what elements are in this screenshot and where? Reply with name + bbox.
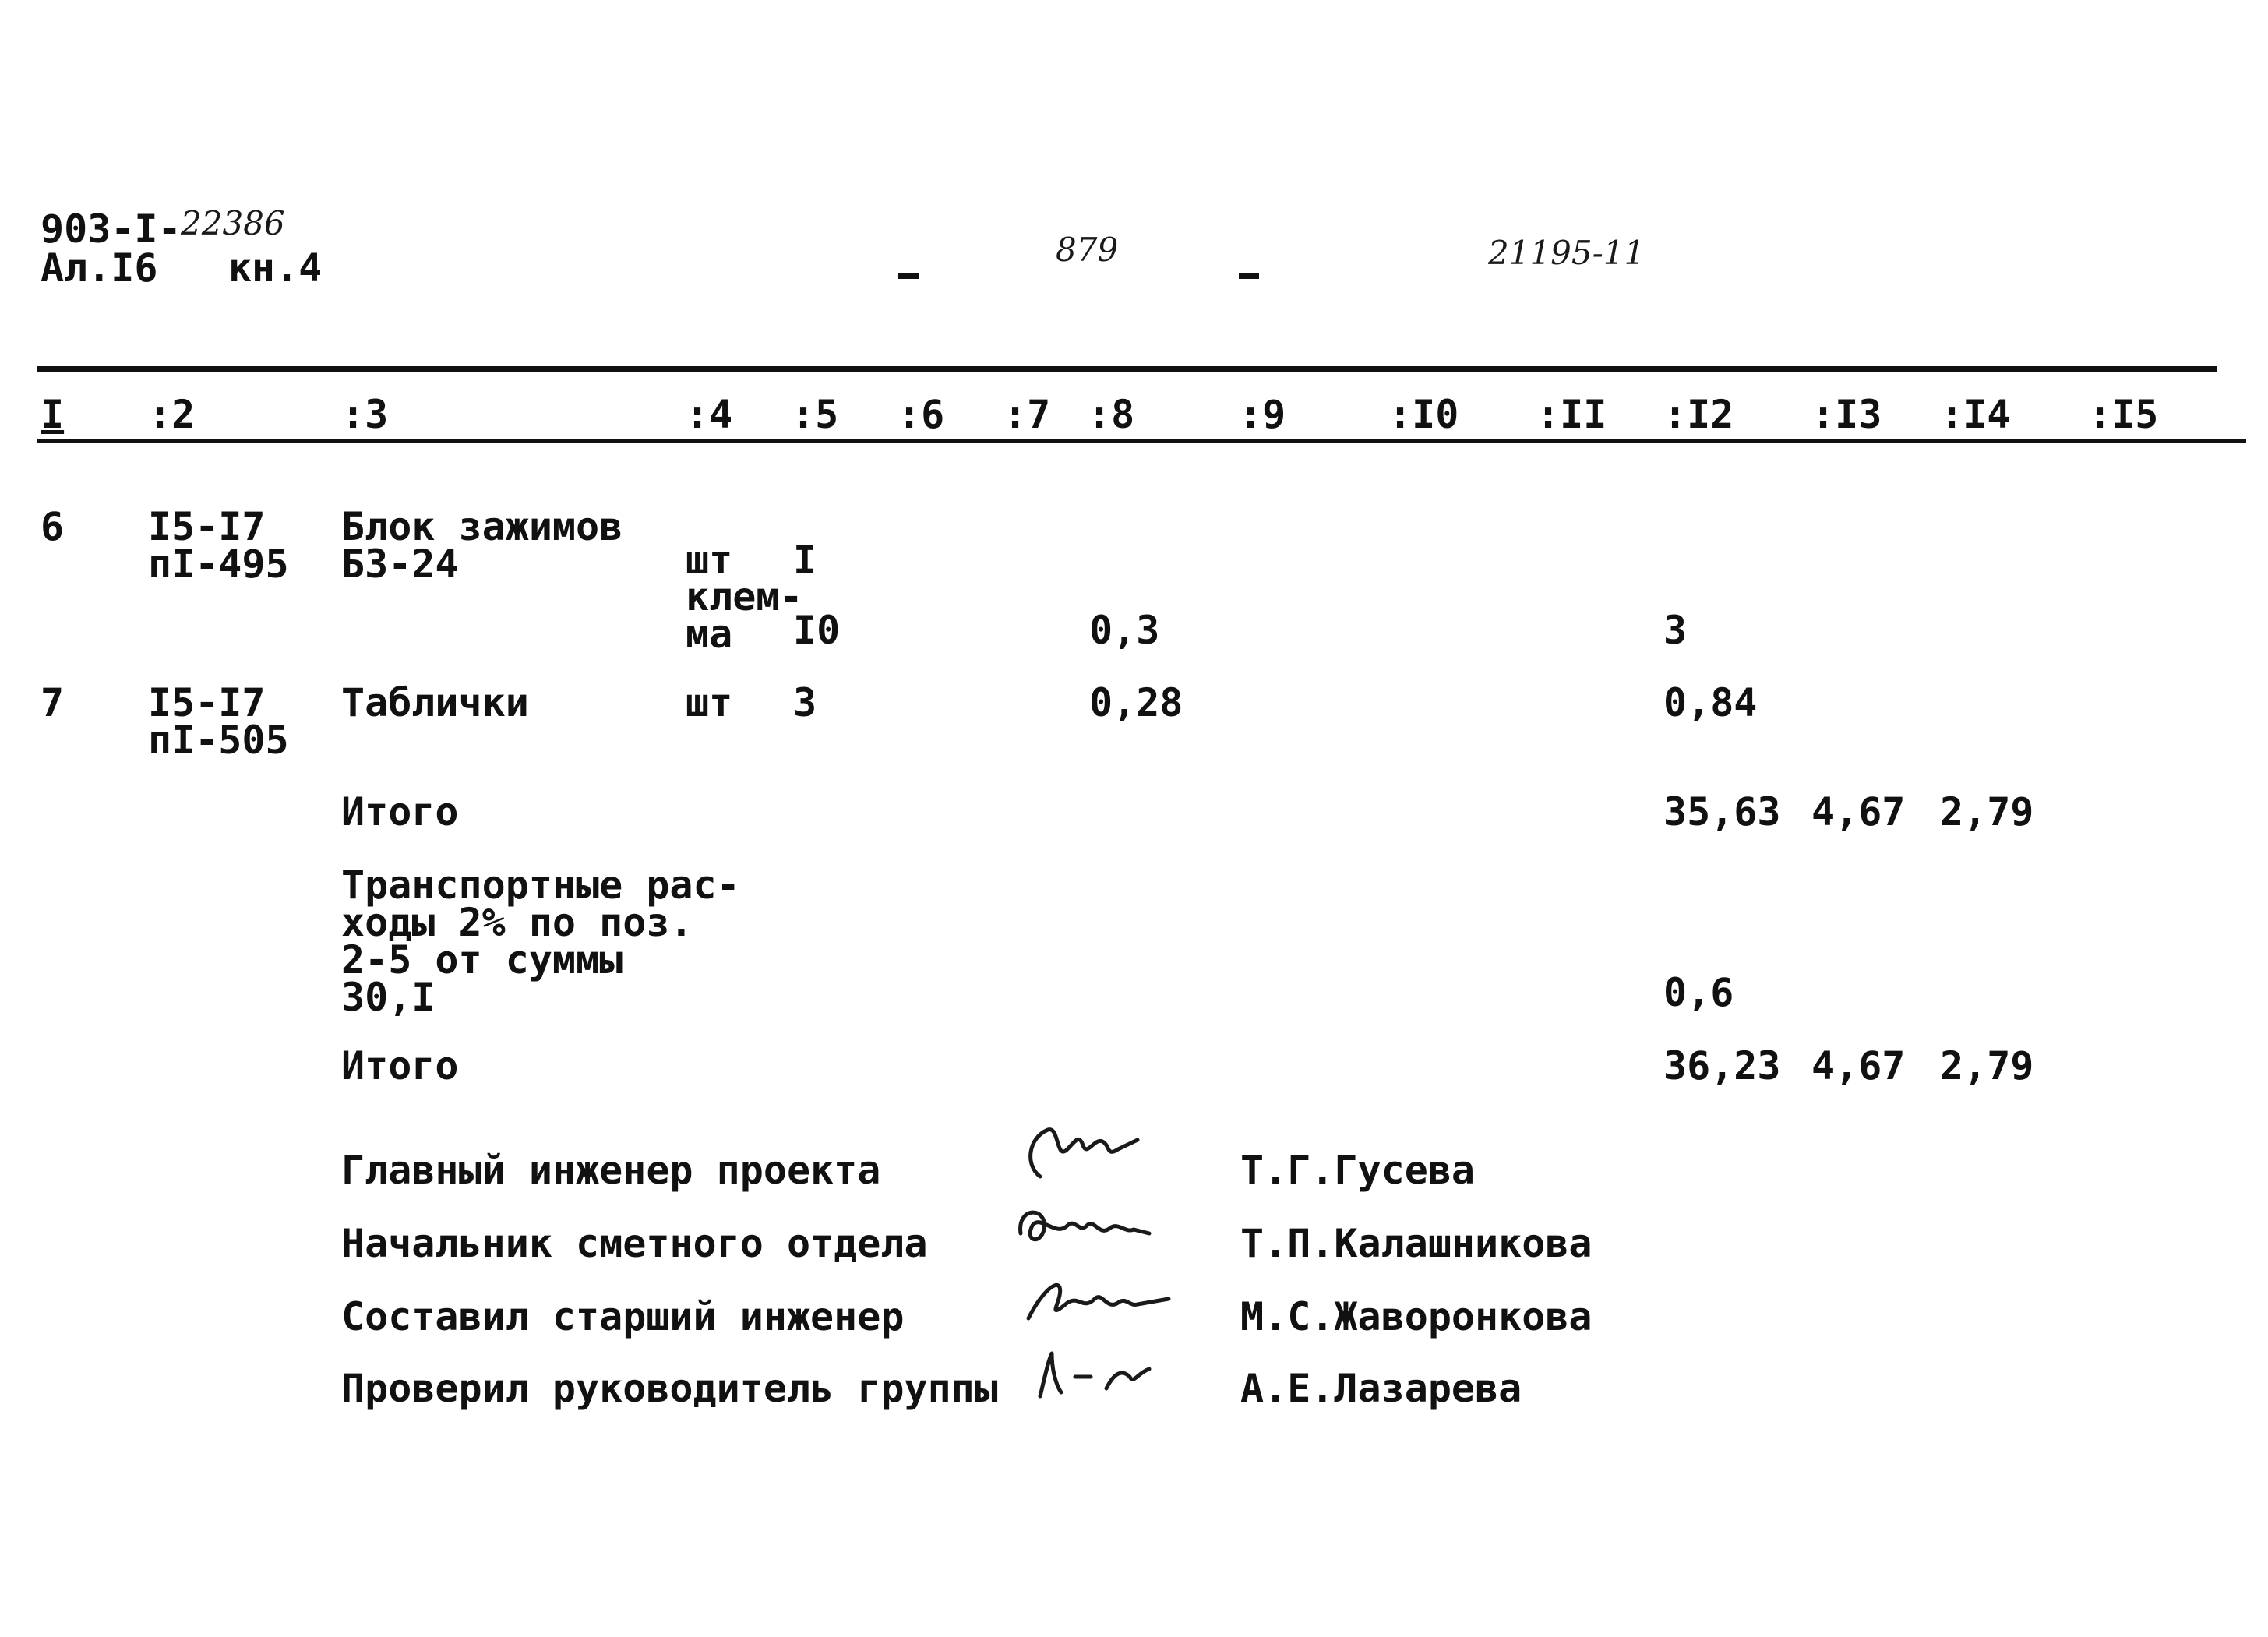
signature-role: Главный инженер проекта xyxy=(341,1148,881,1193)
row-total: 3 xyxy=(1663,608,1688,653)
signer-name: Т.П.Калашникова xyxy=(1240,1221,1593,1266)
row-price: 0,3 xyxy=(1089,608,1160,653)
row-qty: 3 xyxy=(793,680,817,725)
signature-role: Проверил руководитель группы xyxy=(341,1366,998,1411)
signature-mark xyxy=(1013,1264,1192,1334)
total-label: Итого xyxy=(341,789,459,834)
signature-mark xyxy=(1013,1334,1192,1404)
total-col13: 4,67 xyxy=(1811,789,1906,834)
column-number: :I0 xyxy=(1388,392,1459,437)
album-book: Ал.I6 кн.4 xyxy=(41,245,323,291)
doc-right-handwritten: 21195-11 xyxy=(1488,234,1645,272)
transport-col12: 0,6 xyxy=(1663,970,1734,1015)
doc-code: 903-I- xyxy=(41,206,182,252)
row-code: I5-I7 пI-505 xyxy=(148,680,289,763)
signature-mark xyxy=(993,1118,1173,1188)
signature-role: Начальник сметного отдела xyxy=(341,1221,928,1266)
total-col12: 35,63 xyxy=(1663,789,1781,834)
total-col14: 2,79 xyxy=(1940,789,2034,834)
column-number: :9 xyxy=(1239,392,1286,437)
column-number: :I5 xyxy=(2088,392,2159,437)
column-number: :5 xyxy=(792,392,839,437)
grand-total-col13: 4,67 xyxy=(1811,1043,1906,1088)
column-number: :6 xyxy=(898,392,945,437)
signer-name: А.Е.Лазарева xyxy=(1240,1366,1522,1411)
header-dash-left xyxy=(898,273,919,279)
column-number: :2 xyxy=(148,392,196,437)
column-number: :4 xyxy=(686,392,733,437)
column-number: :I2 xyxy=(1663,392,1734,437)
grand-total-label: Итого xyxy=(341,1043,459,1088)
top-rule xyxy=(37,366,2217,372)
row-name: Блок зажимов Б3-24 xyxy=(341,504,623,587)
row-unit: шт xyxy=(686,680,733,725)
grand-total-col12: 36,23 xyxy=(1663,1043,1781,1088)
row-unit: клем- ма xyxy=(686,574,803,657)
row-qty: I xyxy=(793,538,817,583)
column-number: :II xyxy=(1536,392,1607,437)
header-dash-right xyxy=(1239,273,1259,279)
doc-code-handwritten: 22386 xyxy=(181,204,285,242)
grand-total-col14: 2,79 xyxy=(1940,1043,2034,1088)
row-price: 0,28 xyxy=(1089,680,1183,725)
transport-label: Транспортные рас- ходы 2% по поз. 2-5 от суммы 30,I xyxy=(341,863,740,1020)
row-number: 7 xyxy=(41,680,65,725)
row-code: I5-I7 пI-495 xyxy=(148,504,289,587)
row-name: Таблички xyxy=(341,680,529,725)
column-number: :I3 xyxy=(1811,392,1882,437)
signature-mark xyxy=(993,1191,1173,1261)
bottom-rule xyxy=(37,439,2246,443)
signature-role: Составил старший инженер xyxy=(341,1294,905,1339)
column-number: :7 xyxy=(1003,392,1051,437)
column-number: :8 xyxy=(1088,392,1135,437)
row-number: 6 xyxy=(41,504,65,549)
column-number: :3 xyxy=(341,392,389,437)
signer-name: Т.Г.Гусева xyxy=(1240,1148,1476,1193)
doc-number-handwritten: 879 xyxy=(1056,231,1119,269)
row-qty: I0 xyxy=(793,608,841,653)
column-number: I xyxy=(41,392,65,437)
row-unit: шт xyxy=(686,538,733,583)
signer-name: М.С.Жаворонкова xyxy=(1240,1294,1593,1339)
row-total: 0,84 xyxy=(1663,680,1758,725)
column-number: :I4 xyxy=(1940,392,2011,437)
